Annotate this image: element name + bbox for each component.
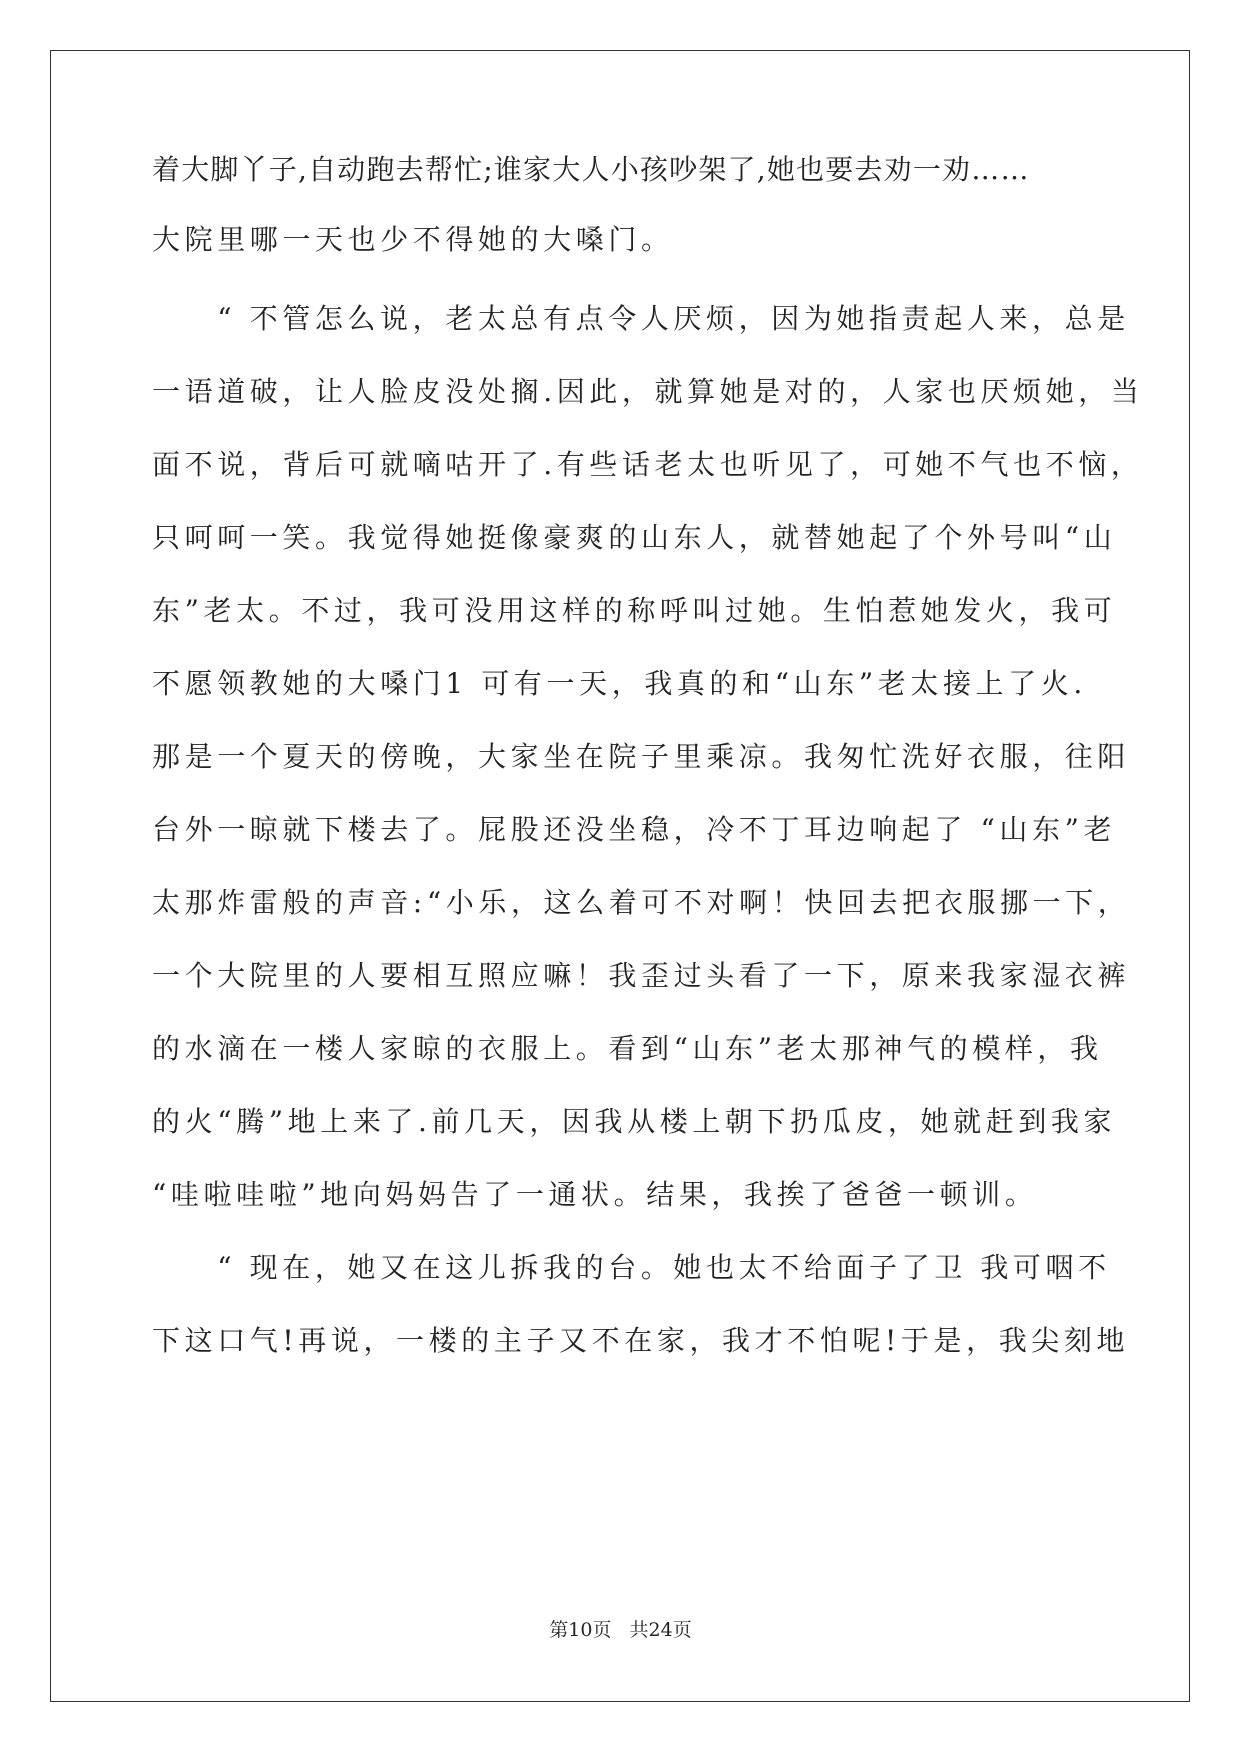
text-line: 的水滴在一楼人家晾的衣服上。看到“山东”老太那神气的模样，我: [152, 1032, 1103, 1065]
text-line: 大院里哪一天也少不得她的大嗓门。: [152, 223, 674, 256]
text-line: 台外一晾就下楼去了。屁股还没坐稳，冷不丁耳边响起了 “山东”老: [152, 813, 1117, 846]
text-line: “哇啦哇啦”地向妈妈告了一通状。结果，我挨了爸爸一顿训。: [152, 1178, 1038, 1211]
page-number: 第10页: [549, 1619, 612, 1641]
page-footer: [0, 1618, 1241, 1642]
text-line: 一个大院里的人要相互照应嘛！我歪过头看了一下，原来我家湿衣裤: [152, 959, 1131, 992]
page-border: [50, 50, 1190, 1702]
text-line: 面不说，背后可就嘀咕开了.有些话老太也听见了，可她不气也不恼，: [152, 448, 1144, 481]
text-line: “ 现在，她又在这儿拆我的台。她也太不给面子了卫 我可咽不: [152, 1251, 1111, 1284]
text-line: 那是一个夏天的傍晚，大家坐在院子里乘凉。我匆忙洗好衣服，往阳: [152, 740, 1131, 773]
text-line: 着大脚丫子,自动跑去帮忙;谁家大人小孩吵架了,她也要去劝一劝……: [152, 153, 1030, 186]
page-total: 共24页: [629, 1619, 692, 1641]
text-line: “ 不管怎么说，老太总有点令人厌烦，因为她指责起人来，总是: [152, 302, 1130, 335]
text-line: 一语道破，让人脸皮没处搁.因此，就算她是对的，人家也厌烦她，当: [152, 375, 1144, 408]
text-line: 太那炸雷般的声音:“小乐，这么着可不对啊！快回去把衣服挪一下，: [152, 886, 1131, 919]
text-line: 东”老太。不过，我可没用这样的称呼叫过她。生怕惹她发火，我可: [152, 594, 1117, 627]
text-line: 下这口气!再说，一楼的主子又不在家，我才不怕呢!于是，我尖刻地: [152, 1324, 1130, 1357]
text-line: 只呵呵一笑。我觉得她挺像豪爽的山东人，就替她起了个外号叫“山: [152, 521, 1117, 554]
text-line: 不愿领教她的大嗓门1 可有一天，我真的和“山东”老太接上了火.: [152, 667, 1087, 700]
text-line: 的火“腾”地上来了.前几天，因我从楼上朝下扔瓜皮，她就赶到我家: [152, 1105, 1117, 1138]
